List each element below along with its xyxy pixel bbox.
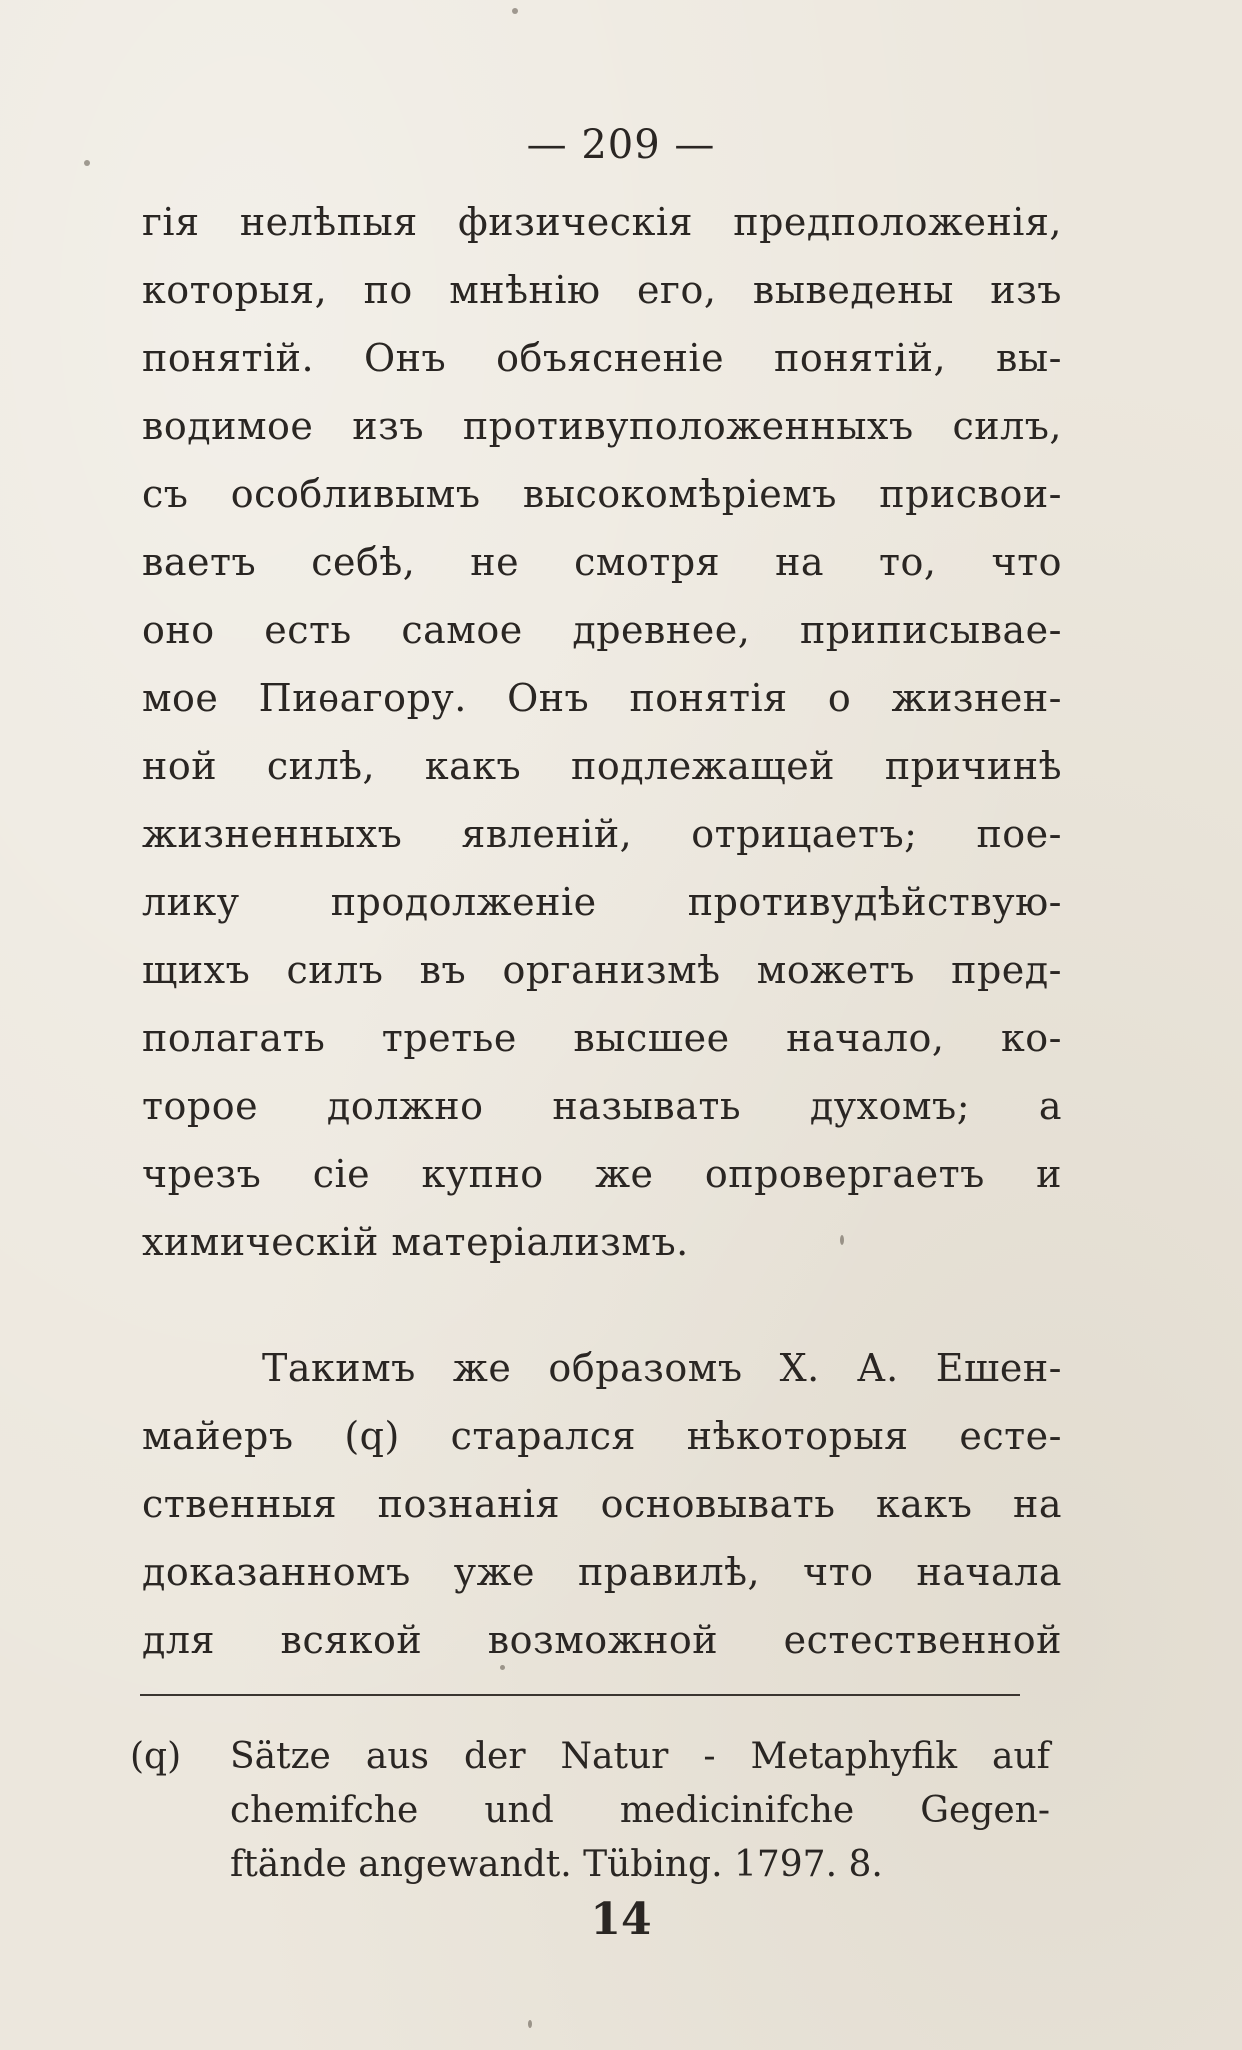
text-line: торое должно называть духомъ; а	[142, 1084, 1062, 1128]
page-number-header: — 209 —	[526, 122, 716, 168]
text-line: съ особливымъ высокомѣріемъ присвои-	[142, 472, 1062, 516]
text-line: для всякой возможной естественной	[142, 1618, 1062, 1662]
text-line: которыя, по мнѣнію его, выведены изъ	[142, 268, 1062, 312]
text-line: водимое изъ противуположенныхъ силъ,	[142, 404, 1062, 448]
paper-speck	[84, 160, 90, 166]
paper-speck	[528, 2020, 532, 2028]
text-line: полагать третье высшее начало, ко-	[142, 1016, 1062, 1060]
text-line: химическій матеріализмъ.	[142, 1220, 689, 1264]
footnote-divider	[140, 1694, 1020, 1696]
text-line: ной силѣ, какъ подлежащей причинѣ	[142, 744, 1062, 788]
text-line: доказанномъ уже правилѣ, что начала	[142, 1550, 1062, 1594]
footnote-line	[130, 1730, 1050, 1784]
text-line: Такимъ же образомъ Х. А. Ешен-	[262, 1346, 1062, 1390]
text-line: чрезъ сіе купно же опровергаетъ и	[142, 1152, 1062, 1196]
text-line: щихъ силъ въ организмѣ можетъ пред-	[142, 948, 1062, 992]
text-line: ственныя познанія основывать какъ на	[142, 1482, 1062, 1526]
text-line: жизненныхъ явленій, отрицаетъ; пое-	[142, 812, 1062, 856]
footnote-text: Sätze aus der Natur - Metaphyfik auf	[230, 1736, 1050, 1777]
footnote-line: chemifche und medicinifche Gegen-	[230, 1790, 1050, 1831]
paper-speck	[500, 1665, 505, 1670]
text-line: гія нелѣпыя физическія предположенія,	[142, 200, 1062, 244]
printer-signature-mark: 14	[590, 1894, 652, 1945]
text-line: майеръ (q) старался нѣкоторыя есте-	[142, 1414, 1062, 1458]
text-line: понятій. Онъ объясненіе понятій, вы-	[142, 336, 1062, 380]
paper-speck	[512, 8, 518, 14]
footnote	[130, 1730, 1050, 1892]
text-line: мое Пиѳагору. Онъ понятія о жизнен-	[142, 676, 1062, 720]
main-text	[142, 188, 1062, 1674]
footnote-line: ftände angewandt. Tübing. 1797. 8.	[230, 1844, 883, 1885]
text-line: ваетъ себѣ, не смотря на то, что	[142, 540, 1062, 584]
paragraph-gap	[142, 1276, 1062, 1334]
text-line: лику продолженіе противудѣйствую-	[142, 880, 1062, 924]
footnote-marker: (q)	[130, 1736, 182, 1777]
paper-speck	[840, 1235, 844, 1245]
text-line: оно есть самое древнее, приписывае-	[142, 608, 1062, 652]
